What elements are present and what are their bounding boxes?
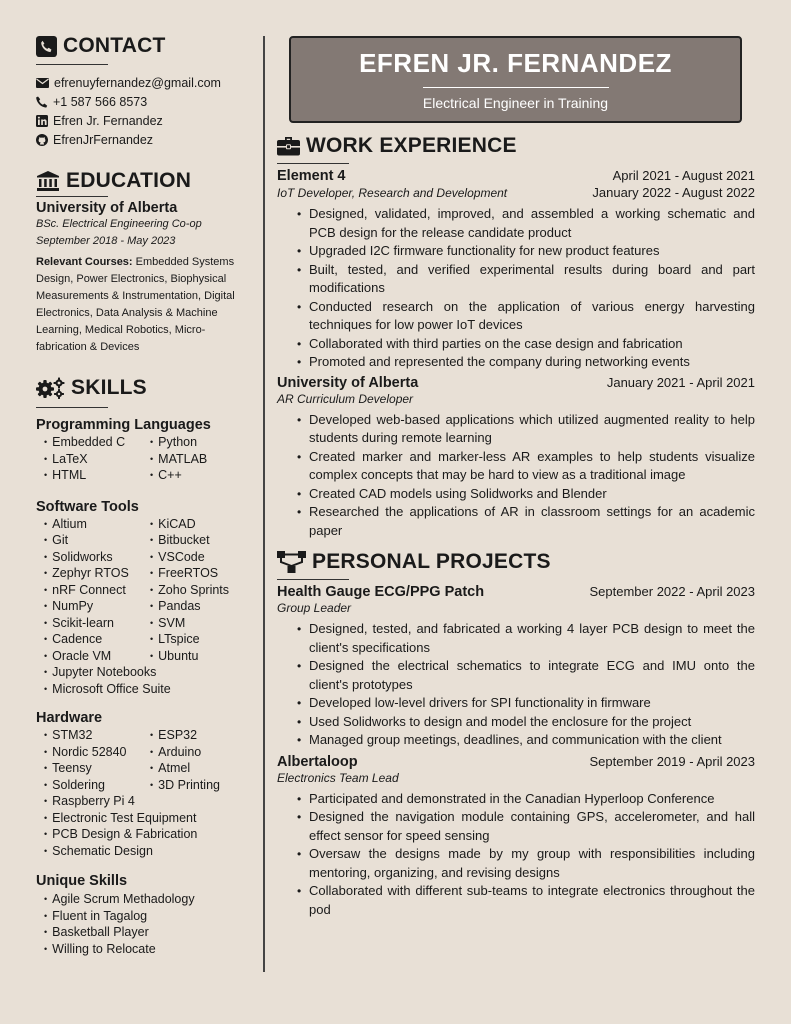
skill-item: • KiCAD [150, 517, 260, 534]
envelope-icon [36, 78, 49, 88]
bullet-item: • Designed, tested, and fabricated a working 4 layer PCB design to meet the client's specifications [297, 620, 755, 657]
experience-entry [277, 375, 755, 541]
skill-item: • Agile Scrum Methadology [44, 892, 256, 909]
skill-item: • FreeRTOS [150, 566, 260, 583]
hardware-heading: Hardware [36, 710, 103, 727]
contact-github[interactable] [36, 130, 256, 149]
email-text: efrenuyfernandez@gmail.com [54, 76, 221, 91]
entry-role-row [277, 185, 755, 200]
entry-title: Health Gauge ECG/PPG Patch [277, 584, 485, 600]
skill-item: • Python [150, 435, 260, 452]
skill-item: • Bitbucket [150, 533, 260, 550]
skill-item: • Jupyter Notebooks [44, 665, 256, 682]
university-icon [36, 171, 60, 191]
entry-role-row [277, 392, 755, 406]
work-rule [277, 163, 349, 164]
entry-date: January 2021 - April 2021 [606, 374, 755, 390]
name-rule [423, 87, 609, 88]
entry-date: September 2019 - April 2023 [589, 753, 755, 769]
contact-email[interactable] [36, 74, 256, 93]
sitemap-icon [277, 551, 306, 573]
contact-linkedin[interactable] [36, 112, 256, 131]
skill-item: • Oracle VM [44, 649, 150, 666]
education-school: University of Alberta [36, 200, 178, 217]
experience-entry [277, 754, 755, 920]
unique-list [36, 892, 256, 958]
entry-role-row [277, 601, 755, 615]
skill-item: • HTML [44, 468, 150, 485]
skill-item: • Arduino [150, 745, 260, 762]
skill-item: • 3D Printing [150, 778, 260, 795]
skill-item: • Git [44, 533, 150, 550]
full-name: EFREN JR. FERNANDEZ [359, 48, 672, 78]
github-icon [36, 134, 48, 146]
software-list [36, 517, 256, 666]
skill-item: • Atmel [150, 761, 260, 778]
column-divider [263, 36, 265, 972]
phone-small-icon [36, 96, 48, 108]
job-subtitle: Electrical Engineer in Training [422, 95, 609, 111]
skill-item: • Altium [44, 517, 150, 534]
skill-item: • STM32 [44, 728, 150, 745]
programming-heading: Programming Languages [36, 417, 211, 434]
skill-item: • Basketball Player [44, 925, 256, 942]
bullet-item: • Designed the navigation module containing GPS, accelerometer, and hall effect sensor for speed sensing [297, 808, 755, 845]
contact-heading: CONTACT [36, 34, 256, 58]
skill-item: • Pandas [150, 599, 260, 616]
bullet-item: • Built, tested, and verified experimental results during board and part modifications [297, 261, 755, 298]
entry-date-secondary: January 2022 - August 2022 [592, 185, 755, 200]
entry-bullets [297, 411, 755, 541]
skill-item: • Cadence [44, 632, 150, 649]
bullet-item: • Upgraded I2C firmware functionality for new product features [297, 242, 755, 261]
work-list [277, 168, 755, 540]
unique-heading: Unique Skills [36, 873, 128, 890]
projects-heading: PERSONAL PROJECTS [277, 550, 755, 574]
entry-bullets [297, 620, 755, 750]
bullet-item: • Conducted research on the application of various energy harvesting techniques for low power IoT devices [297, 298, 755, 335]
bullet-item: • Managed group meetings, deadlines, and communication with the client [297, 731, 755, 750]
bullet-item: • Used Solidworks to design and model the enclosure for the project [297, 713, 755, 732]
briefcase-icon [277, 136, 300, 156]
bullet-item: • Promoted and represented the company during networking events [297, 353, 755, 372]
entry-header-row [277, 375, 755, 391]
skill-item: • VSCode [150, 550, 260, 567]
skill-item: • C++ [150, 468, 260, 485]
contact-section [36, 34, 256, 149]
skill-item: • nRF Connect [44, 583, 150, 600]
software-list-extra [36, 665, 256, 698]
skill-item: • Schematic Design [44, 844, 256, 861]
bullet-item: • Collaborated with third parties on the case design and fabrication [297, 335, 755, 354]
entry-header-row [277, 168, 755, 184]
skill-item: • PCB Design & Fabrication [44, 827, 256, 844]
bullet-item: • Researched the applications of AR in classroom settings for an academic paper [297, 503, 755, 540]
software-heading: Software Tools [36, 498, 139, 515]
education-heading: EDUCATION [36, 169, 256, 193]
phone-icon [36, 36, 57, 57]
entry-header-row [277, 754, 755, 770]
entry-bullets [297, 790, 755, 920]
skill-item: • Fluent in Tagalog [44, 909, 256, 926]
right-column [277, 36, 755, 919]
education-dates: September 2018 - May 2023 [36, 234, 176, 247]
skill-item: • Nordic 52840 [44, 745, 150, 762]
contact-phone[interactable] [36, 93, 256, 112]
skills-heading: SKILLS [36, 376, 256, 400]
skill-item: • Solidworks [44, 550, 150, 567]
bullet-item: • Created CAD models using Solidworks and Blender [297, 485, 755, 504]
bullet-item: • Designed the electrical schematics to integrate ECG and IMU onto the client's prototypes [297, 657, 755, 694]
cogs-icon [36, 377, 65, 399]
skills-rule [36, 407, 108, 408]
skill-item: • LaTeX [44, 452, 150, 469]
skill-item: • MATLAB [150, 452, 260, 469]
programming-list [36, 435, 256, 485]
skill-item: • Scikit-learn [44, 616, 150, 633]
skill-item: • Teensy [44, 761, 150, 778]
bullet-item: • Designed, validated, improved, and assembled a working schematic and PCB design for the release candidate product [297, 205, 755, 242]
work-heading: WORK EXPERIENCE [277, 134, 755, 158]
skill-item: • Electronic Test Equipment [44, 811, 256, 828]
projects-section [277, 550, 755, 919]
skill-item: • Microsoft Office Suite [44, 682, 256, 699]
education-courses: Relevant Courses: Embedded Systems Design, Power Electronics, Biophysical Measurements & Instrumentation, Digital Electronics, Data Analysis & Machine Learning, Medical Robotics, Micro-fabrication & Devices [36, 256, 235, 354]
skill-item: • SVM [150, 616, 260, 633]
entry-role: Group Leader [277, 601, 352, 615]
linkedin-icon [36, 115, 48, 127]
skills-section [36, 376, 256, 958]
entry-title: Albertaloop [277, 753, 358, 770]
contact-rule [36, 64, 108, 65]
entry-role-row [277, 771, 755, 785]
skill-item: • Embedded C [44, 435, 150, 452]
entry-title: University of Alberta [277, 374, 419, 391]
linkedin-text: Efren Jr. Fernandez [53, 113, 163, 128]
skill-item: • Zephyr RTOS [44, 566, 150, 583]
entry-date: September 2022 - April 2023 [589, 584, 755, 599]
skill-item: • Ubuntu [150, 649, 260, 666]
hardware-list-extra [36, 794, 256, 860]
skill-item: • Zoho Sprints [150, 583, 260, 600]
projects-list [277, 584, 755, 919]
github-text: EfrenJrFernandez [53, 132, 154, 147]
skill-item: • Willing to Relocate [44, 942, 256, 959]
experience-entry [277, 168, 755, 372]
entry-title: Element 4 [277, 168, 346, 184]
skill-item: • NumPy [44, 599, 150, 616]
entry-date: April 2021 - August 2021 [612, 168, 755, 183]
skill-item: • LTspice [150, 632, 260, 649]
entry-role: IoT Developer, Research and Development [277, 186, 508, 200]
education-section [36, 169, 256, 356]
education-rule [36, 196, 108, 197]
bullet-item: • Created marker and marker-less AR examples to help students visualize complex concepts that may be hard to view as a traditional image [297, 448, 755, 485]
work-section [277, 134, 755, 540]
name-banner [289, 36, 742, 123]
entry-role: AR Curriculum Developer [277, 391, 414, 406]
projects-rule [277, 579, 349, 580]
skill-item: • Raspberry Pi 4 [44, 794, 256, 811]
bullet-item: • Developed web-based applications which utilized augmented reality to help students during remote learning [297, 411, 755, 448]
entry-header-row [277, 584, 755, 600]
left-column [36, 34, 256, 958]
education-degree: BSc. Electrical Engineering Co-op [36, 218, 202, 231]
bullet-item: • Collaborated with different sub-teams to integrate electronics throughout the pod [297, 882, 755, 919]
phone-text: +1 587 566 8573 [53, 95, 148, 110]
entry-bullets [297, 205, 755, 372]
skill-item: • Soldering [44, 778, 150, 795]
hardware-list [36, 728, 256, 794]
experience-entry [277, 584, 755, 750]
bullet-item: • Developed low-level drivers for SPI functionality in firmware [297, 694, 755, 713]
bullet-item: • Oversaw the designs made by my group with responsibilities including mentoring, organizing, and revising designs [297, 845, 755, 882]
skill-item: • ESP32 [150, 728, 260, 745]
bullet-item: • Participated and demonstrated in the Canadian Hyperloop Conference [297, 790, 755, 809]
entry-role: Electronics Team Lead [277, 770, 399, 785]
